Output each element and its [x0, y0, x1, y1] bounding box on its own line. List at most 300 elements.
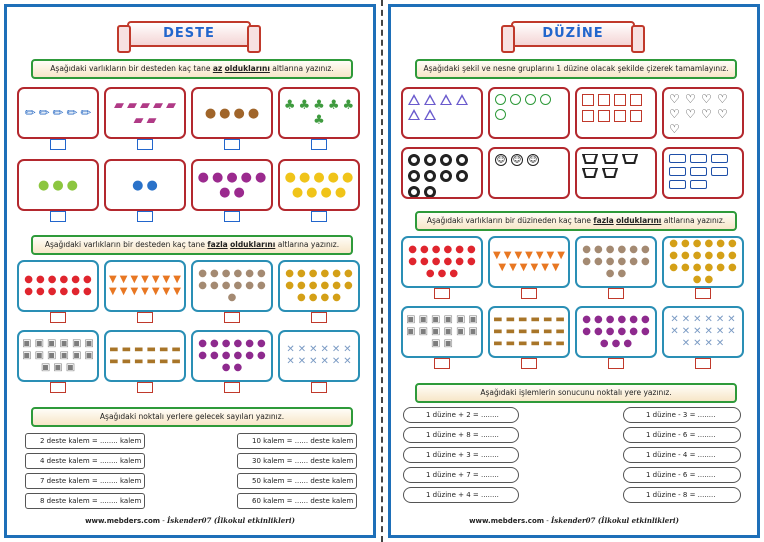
bee-icon: ●	[343, 268, 353, 279]
pear-icon: ●	[37, 177, 50, 193]
carrot-icon: ▼	[119, 274, 128, 285]
robot-icon: ▣	[406, 326, 416, 337]
strawberry-icon: ●	[36, 274, 45, 285]
lollipop-icon: ●	[233, 350, 243, 361]
robot-icon: ▣	[47, 338, 57, 349]
instruction-1: Aşağıdaki varlıkların bir desteden kaç tane az olduklarını altlarına yazınız.	[31, 59, 353, 79]
rectangle-icon	[690, 167, 707, 176]
calc-item[interactable]: 1 düzine + 7 = ........	[403, 467, 519, 483]
frog-icon: ♣	[327, 98, 340, 113]
lollipop-icon: ●	[582, 314, 592, 325]
potato-icon: ●	[594, 244, 603, 255]
answer-box[interactable]	[224, 211, 240, 222]
lollipop-icon: ●	[245, 338, 254, 349]
carrot-icon: ▼	[109, 286, 117, 297]
picture-box	[488, 236, 570, 288]
cake-icon: ▬	[555, 338, 565, 349]
square-icon	[614, 94, 626, 106]
frog-icon: ♣	[313, 113, 325, 128]
answer-box[interactable]	[434, 288, 450, 299]
cake-icon: ▬	[109, 356, 119, 367]
answer-box[interactable]	[311, 211, 327, 222]
bee-icon: ●	[332, 292, 341, 303]
lollipop-icon: ●	[594, 314, 603, 325]
page-title: DESTE	[163, 26, 215, 41]
picture-box	[278, 159, 360, 211]
carrot-icon: ▼	[498, 262, 507, 273]
carrot-icon: ▼	[119, 286, 128, 297]
lollipop-icon: ●	[233, 185, 245, 200]
pear-icon: ●	[66, 177, 79, 193]
carrot-icon: ▼	[503, 250, 512, 261]
cake-icon: ▬	[542, 338, 553, 349]
strawberry-icon: ●	[443, 244, 453, 255]
fish-icon: ✕	[670, 326, 679, 337]
instruction-2: Aşağıdaki varlıkların bir düzineden kaç tane fazla olduklarını altlarına yazınız.	[415, 211, 737, 231]
calc-item[interactable]: 1 düzine + 3 = ........	[403, 447, 519, 463]
pear-icon: ●	[52, 177, 64, 193]
lollipop-icon: ●	[240, 170, 253, 185]
smiley-icon: ☺	[496, 155, 506, 164]
potato-icon: ●	[617, 256, 627, 267]
picture-box	[104, 330, 186, 382]
bee-icon: ●	[681, 250, 690, 261]
lollipop-icon: ●	[640, 326, 650, 337]
picture-box	[104, 159, 186, 211]
bee-icon: ●	[297, 280, 306, 291]
picture-box	[104, 87, 186, 139]
answer-box[interactable]	[695, 358, 711, 369]
duck-icon: ●	[298, 170, 311, 185]
robot-icon: ▣	[84, 350, 94, 361]
calc-item[interactable]: 1 düzine + 8 = ........	[403, 427, 519, 443]
robot-icon: ▣	[65, 362, 76, 373]
picture-box	[278, 330, 360, 382]
bee-icon: ●	[320, 280, 330, 291]
picture-box	[191, 330, 273, 382]
cake-icon: ▬	[121, 356, 132, 367]
strawberry-icon: ●	[71, 274, 80, 285]
strawberry-icon: ●	[425, 268, 435, 279]
bee-icon: ●	[704, 262, 714, 273]
ring-icon	[424, 154, 436, 166]
answer-box[interactable]	[695, 288, 711, 299]
bee-icon: ●	[669, 262, 679, 273]
cake-icon: ▬	[555, 326, 565, 337]
ring-icon	[424, 170, 436, 182]
robot-icon: ▣	[22, 350, 32, 361]
smiley-icon: ☺	[512, 155, 522, 164]
duck-icon: ●	[342, 170, 354, 185]
robot-icon: ▣	[71, 350, 82, 361]
triangle-icon	[424, 109, 436, 120]
picture-box	[662, 306, 744, 358]
potato-icon: ●	[247, 105, 260, 121]
calc-item[interactable]: 1 düzine + 4 = ........	[403, 487, 519, 503]
answer-box[interactable]	[224, 139, 240, 150]
fish-icon: ✕	[320, 356, 329, 367]
carrot-icon: ▼	[109, 274, 117, 285]
strawberry-icon: ●	[420, 256, 429, 267]
bee-icon: ●	[704, 238, 714, 249]
carrot-icon: ▼	[541, 262, 549, 273]
pencil-icon: ✏	[66, 105, 78, 121]
bee-icon: ●	[692, 274, 702, 285]
cake-icon: ▬	[146, 344, 156, 355]
cake-icon: ▬	[158, 344, 169, 355]
square-icon	[582, 94, 594, 106]
potato-icon: ●	[594, 256, 603, 267]
lollipop-icon: ●	[605, 314, 615, 325]
bee-icon: ●	[681, 262, 690, 273]
bee-icon: ●	[669, 238, 679, 249]
answer-box[interactable]	[50, 382, 66, 393]
potato-icon: ●	[233, 280, 243, 291]
duck-icon: ●	[334, 185, 347, 200]
carrot-icon: ▼	[514, 250, 523, 261]
cake-icon: ▬	[158, 356, 169, 367]
picture-box	[488, 306, 570, 358]
drawing-box[interactable]	[401, 87, 483, 139]
calc-item[interactable]: 50 kalem = ...... deste kalem	[237, 473, 357, 489]
potato-icon: ●	[640, 244, 650, 255]
picture-box	[662, 236, 744, 288]
lollipop-icon: ●	[256, 350, 266, 361]
eraser-icon: ▰	[153, 98, 163, 113]
strawberry-icon: ●	[431, 244, 441, 255]
fish-icon: ✕	[704, 314, 713, 325]
rectangle-icon	[690, 180, 707, 189]
fish-icon: ✕	[715, 314, 725, 325]
worksheet-duzine	[388, 4, 760, 538]
eraser-icon: ▰	[133, 113, 144, 128]
answer-box[interactable]	[137, 312, 153, 323]
answer-box[interactable]	[137, 382, 153, 393]
potato-icon: ●	[582, 244, 592, 255]
answer-box[interactable]	[137, 139, 153, 150]
calc-item[interactable]: 60 kalem = ...... deste kalem	[237, 493, 357, 509]
calc-item[interactable]: 7 deste kalem = ........ kalem	[25, 473, 145, 489]
lollipop-icon: ●	[255, 170, 267, 185]
robot-icon: ▣	[455, 326, 466, 337]
robot-icon: ▣	[34, 338, 45, 349]
frog-icon: ♣	[298, 98, 311, 113]
potato-icon: ●	[198, 268, 208, 279]
potato-icon: ●	[233, 105, 245, 121]
robot-icon: ▣	[84, 338, 94, 349]
ring-icon	[408, 154, 420, 166]
square-icon	[614, 110, 626, 122]
potato-icon: ●	[210, 280, 219, 291]
carrot-icon: ▼	[493, 250, 501, 261]
trapezoid-icon	[602, 154, 618, 164]
bee-icon: ●	[716, 238, 725, 249]
ring-icon	[456, 154, 468, 166]
bee-icon: ●	[681, 238, 690, 249]
pencil-icon: ✏	[38, 105, 50, 121]
eraser-icon: ▰	[127, 98, 137, 113]
carrot-icon: ▼	[141, 286, 149, 297]
fish-icon: ✕	[727, 326, 736, 337]
footer: www.mebders.com - İskender07 (İlkokul etkinlikleri)	[469, 516, 679, 525]
rectangle-icon	[669, 154, 686, 163]
strawberry-icon: ●	[455, 256, 464, 267]
robot-icon: ▣	[455, 314, 466, 325]
bee-icon: ●	[704, 250, 714, 261]
cake-icon: ▬	[555, 314, 565, 325]
robot-icon: ▣	[431, 338, 441, 349]
carrot-icon: ▼	[162, 286, 171, 297]
drawing-box[interactable]	[575, 87, 657, 139]
lollipop-icon: ●	[617, 314, 627, 325]
potato-icon: ●	[629, 244, 638, 255]
title-banner	[511, 21, 635, 47]
picture-box	[278, 87, 360, 139]
fish-icon: ✕	[715, 326, 725, 337]
answer-box[interactable]	[311, 382, 327, 393]
strawberry-icon: ●	[443, 256, 453, 267]
ring-icon	[408, 186, 420, 198]
strawberry-icon: ●	[449, 268, 459, 279]
drawing-box[interactable]	[662, 147, 744, 199]
eraser-icon: ▰	[140, 98, 150, 113]
cake-icon: ▬	[171, 344, 181, 355]
strawberry-icon: ●	[47, 286, 57, 297]
drawing-box[interactable]	[575, 147, 657, 199]
cake-icon: ▬	[530, 314, 540, 325]
heart-icon: ♡	[669, 92, 680, 106]
drawing-box[interactable]	[662, 87, 744, 139]
answer-box[interactable]	[50, 211, 66, 222]
strawberry-icon: ●	[408, 244, 418, 255]
strawberry-icon: ●	[47, 274, 57, 285]
cake-icon: ▬	[493, 338, 503, 349]
ring-icon	[408, 170, 420, 182]
fish-icon: ✕	[286, 356, 295, 367]
potato-icon: ●	[617, 268, 627, 279]
circle-icon	[525, 94, 536, 105]
fish-icon: ✕	[704, 326, 713, 337]
picture-box	[17, 330, 99, 382]
smiley-icon: ☺	[528, 155, 538, 164]
bee-icon: ●	[343, 280, 353, 291]
answer-box[interactable]	[50, 312, 66, 323]
bee-icon: ●	[727, 262, 737, 273]
robot-icon: ▣	[443, 326, 453, 337]
carrot-icon: ▼	[141, 274, 149, 285]
calc-item[interactable]: 30 kalem = ...... deste kalem	[237, 453, 357, 469]
answer-box[interactable]	[50, 139, 66, 150]
bee-icon: ●	[320, 268, 330, 279]
strawberry-icon: ●	[59, 286, 69, 297]
lollipop-icon: ●	[197, 170, 209, 185]
page-divider	[381, 0, 383, 542]
calc-item[interactable]: 4 deste kalem = ........ kalem	[25, 453, 145, 469]
fish-icon: ✕	[681, 326, 691, 337]
picture-box	[17, 159, 99, 211]
duck-icon: ●	[306, 185, 318, 200]
robot-icon: ▣	[431, 326, 441, 337]
lollipop-icon: ●	[233, 362, 243, 373]
circle-icon	[540, 94, 551, 105]
triangle-icon	[408, 109, 420, 120]
rectangle-icon	[669, 180, 686, 189]
answer-box[interactable]	[608, 288, 624, 299]
robot-icon: ▣	[418, 326, 429, 337]
answer-box[interactable]	[311, 312, 327, 323]
potato-icon: ●	[227, 292, 237, 303]
potato-icon: ●	[582, 256, 592, 267]
trapezoid-icon	[582, 168, 598, 178]
potato-icon: ●	[256, 268, 266, 279]
balloon-icon: ●	[146, 177, 158, 193]
potato-icon: ●	[605, 244, 615, 255]
fish-icon: ✕	[727, 314, 736, 325]
cake-icon: ▬	[171, 356, 181, 367]
lollipop-icon: ●	[256, 338, 266, 349]
heart-icon: ♡	[701, 92, 712, 106]
eraser-icon: ▰	[146, 113, 157, 128]
bee-icon: ●	[727, 238, 737, 249]
answer-box[interactable]	[608, 358, 624, 369]
strawberry-icon: ●	[82, 274, 92, 285]
bee-icon: ●	[669, 250, 679, 261]
lollipop-icon: ●	[640, 314, 650, 325]
answer-box[interactable]	[137, 211, 153, 222]
fish-icon: ✕	[693, 326, 702, 337]
cake-icon: ▬	[505, 314, 516, 325]
lollipop-icon: ●	[226, 170, 238, 185]
heart-icon: ♡	[685, 92, 696, 106]
strawberry-icon: ●	[431, 256, 441, 267]
carrot-icon: ▼	[151, 286, 160, 297]
lollipop-icon: ●	[221, 350, 231, 361]
fish-icon: ✕	[681, 314, 691, 325]
frog-icon: ♣	[283, 98, 296, 113]
bee-icon: ●	[285, 280, 295, 291]
lollipop-icon: ●	[198, 338, 208, 349]
carrot-icon: ▼	[546, 250, 555, 261]
cake-icon: ▬	[134, 344, 144, 355]
trapezoid-icon	[602, 168, 618, 178]
answer-box[interactable]	[521, 288, 537, 299]
strawberry-icon: ●	[408, 256, 418, 267]
bee-icon: ●	[727, 250, 737, 261]
calc-item[interactable]: 1 düzine - 3 = ........	[623, 407, 741, 423]
heart-icon: ♡	[701, 107, 712, 121]
duck-icon: ●	[327, 170, 340, 185]
drawing-box[interactable]	[488, 87, 570, 139]
cake-icon: ▬	[493, 314, 503, 325]
bee-icon: ●	[332, 280, 341, 291]
lollipop-icon: ●	[623, 338, 633, 349]
square-icon	[630, 94, 642, 106]
carrot-icon: ▼	[173, 274, 181, 285]
lollipop-icon: ●	[211, 170, 224, 185]
calc-item[interactable]: 2 deste kalem = ........ kalem	[25, 433, 145, 449]
picture-box	[104, 260, 186, 312]
circle-icon	[495, 94, 506, 105]
bee-icon: ●	[308, 268, 318, 279]
triangle-icon	[424, 94, 436, 105]
robot-icon: ▣	[40, 362, 51, 373]
robot-icon: ▣	[47, 350, 57, 361]
carrot-icon: ▼	[551, 262, 560, 273]
strawberry-icon: ●	[59, 274, 69, 285]
cake-icon: ▬	[505, 326, 516, 337]
answer-box[interactable]	[224, 312, 240, 323]
page-title: DÜZİNE	[542, 26, 604, 41]
fish-icon: ✕	[693, 338, 702, 349]
picture-box	[401, 306, 483, 358]
answer-box[interactable]	[521, 358, 537, 369]
calc-item[interactable]: 1 düzine - 6 = ........	[623, 467, 741, 483]
potato-icon: ●	[221, 280, 231, 291]
picture-box	[575, 236, 657, 288]
cake-icon: ▬	[542, 314, 553, 325]
answer-box[interactable]	[311, 139, 327, 150]
robot-icon: ▣	[59, 338, 69, 349]
carrot-icon: ▼	[519, 262, 528, 273]
calc-item[interactable]: 10 kalem = ...... deste kalem	[237, 433, 357, 449]
fish-icon: ✕	[286, 344, 295, 355]
bee-icon: ●	[320, 292, 330, 303]
cake-icon: ▬	[493, 326, 503, 337]
cake-icon: ▬	[505, 338, 516, 349]
potato-icon: ●	[198, 280, 208, 291]
square-icon	[630, 110, 642, 122]
calc-item[interactable]: 1 düzine - 6 = ........	[623, 427, 741, 443]
fish-icon: ✕	[297, 356, 307, 367]
heart-icon: ♡	[717, 92, 728, 106]
lollipop-icon: ●	[210, 350, 219, 361]
calc-item[interactable]: 8 deste kalem = ........ kalem	[25, 493, 145, 509]
cake-icon: ▬	[530, 326, 540, 337]
strawberry-icon: ●	[24, 274, 34, 285]
answer-box[interactable]	[434, 358, 450, 369]
robot-icon: ▣	[443, 338, 453, 349]
triangle-icon	[408, 94, 420, 105]
potato-icon: ●	[233, 268, 243, 279]
fish-icon: ✕	[331, 344, 341, 355]
heart-icon: ♡	[717, 107, 728, 121]
square-icon	[598, 94, 610, 106]
lollipop-icon: ●	[617, 326, 627, 337]
lollipop-icon: ●	[605, 326, 615, 337]
strawberry-icon: ●	[455, 244, 464, 255]
drawing-box[interactable]	[401, 147, 483, 199]
drawing-box[interactable]	[488, 147, 570, 199]
strawberry-icon: ●	[466, 256, 476, 267]
footer: www.mebders.com - İskender07 (İlkokul etkinlikleri)	[85, 516, 295, 525]
bee-icon: ●	[308, 280, 318, 291]
heart-icon: ♡	[669, 107, 680, 121]
heart-icon: ♡	[685, 107, 696, 121]
rectangle-icon	[669, 167, 686, 176]
robot-icon: ▣	[34, 350, 45, 361]
lollipop-icon: ●	[629, 326, 638, 337]
calc-item[interactable]: 1 düzine - 8 = ........	[623, 487, 741, 503]
calc-item[interactable]: 1 düzine - 4 = ........	[623, 447, 741, 463]
lollipop-icon: ●	[221, 362, 231, 373]
bee-icon: ●	[285, 268, 295, 279]
lollipop-icon: ●	[210, 338, 219, 349]
duck-icon: ●	[284, 170, 296, 185]
answer-box[interactable]	[224, 382, 240, 393]
picture-box	[278, 260, 360, 312]
instruction-1: Aşağıdaki şekil ve nesne gruplarını 1 düzine olacak şekilde çizerek tamamlayınız.	[415, 59, 737, 79]
calc-item[interactable]: 1 düzine + 2 = ........	[403, 407, 519, 423]
